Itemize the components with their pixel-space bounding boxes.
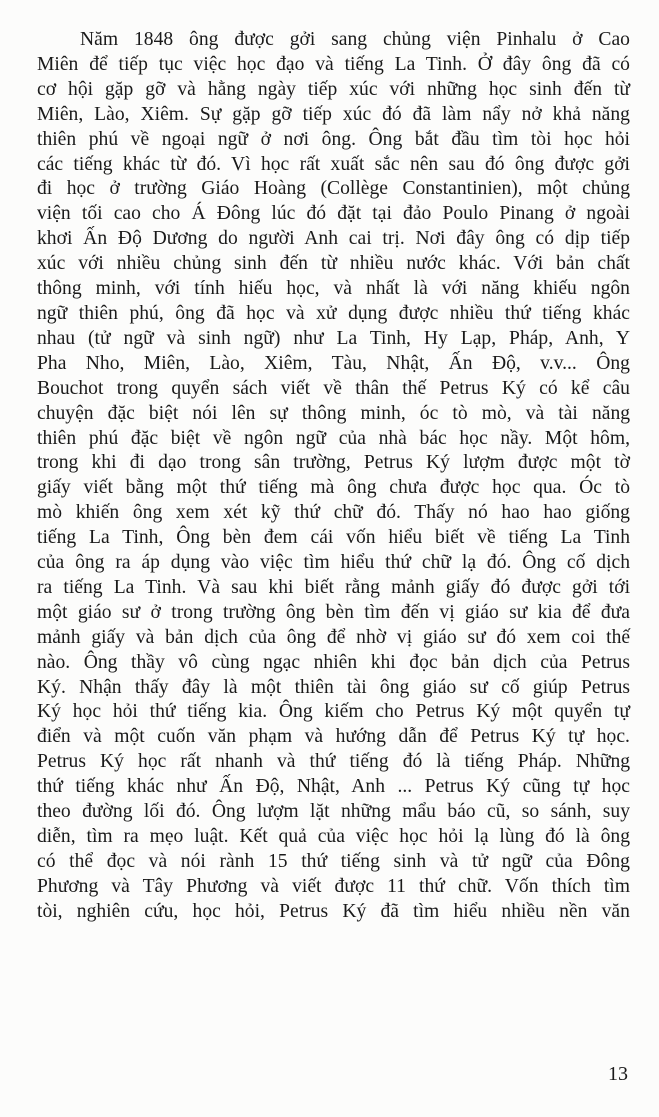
text-line: nào. Ông thầy vô cùng ngạc nhiên khi đọc bản dịch của Petrus <box>37 651 630 673</box>
text-line: chuyện đặc biệt nói lên sự thông minh, óc tò mò, và tài năng <box>37 402 631 424</box>
text-line: Miên để tiếp tục việc học đạo và tiếng La Tinh. Ở đây ông đã có <box>37 53 630 75</box>
text-line: tòi, nghiên cứu, học hỏi, Petrus Ký đã tìm hiểu nhiều nền văn <box>37 900 630 922</box>
text-line: điển và một cuốn văn phạm và hướng dẫn để Petrus Ký tự học. <box>37 726 630 748</box>
text-line: xúc với nhiều chủng sinh đến từ nhiều nước khác. Với bản chất <box>37 253 631 275</box>
text-line: có thể đọc và nói rành 15 thứ tiếng sinh và tử ngữ của Đông <box>37 850 630 872</box>
text-line: theo đường lối đó. Ông lượm lặt những mẩu báo cũ, so sánh, suy <box>37 801 631 823</box>
text-line: Năm 1848 ông được gởi sang chủng viện Pinhalu ở Cao <box>80 29 630 50</box>
text-line: Bouchot trong quyển sách viết về thân thế Petrus Ký có kể câu <box>37 377 630 399</box>
text-line: Miên, Lào, Xiêm. Sự gặp gỡ tiếp xúc đó đã làm nẩy nở khả năng <box>37 103 630 125</box>
text-line: cơ hội gặp gỡ và hằng ngày tiếp xúc với những học sinh đến từ <box>37 78 631 100</box>
text-line: mảnh giấy và bản dịch của ông để nhờ vị giáo sư đó xem coi thế <box>37 626 631 648</box>
body-paragraph <box>37 28 630 925</box>
text-line: thứ tiếng khác như Ấn Độ, Nhật, Anh ... Petrus Ký cũng tự học <box>37 776 630 798</box>
text-line: diễn, tìm ra mẹo luật. Kết quả của việc học hỏi lạ lùng đó là ông <box>37 826 631 847</box>
text-line: ra tiếng La Tinh. Và sau khi biết rằng mảnh giấy đó được gởi tới <box>37 576 631 598</box>
text-line: đi học ở trường Giáo Hoàng (Collège Constantinien), một chủng <box>37 178 630 200</box>
text-line: tiếng La Tinh, Ông bèn đem cái vốn hiểu biết về tiếng La Tinh <box>37 527 631 549</box>
text-line: Ký học hỏi thứ tiếng kia. Ông kiếm cho Petrus Ký một quyển tự <box>37 701 630 723</box>
text-line: của ông ra áp dụng vào việc tìm hiểu thứ chữ lạ đó. Ông cố dịch <box>37 552 631 574</box>
text-line: nhau (tử ngữ và sinh ngữ) như La Tinh, Hy Lạp, Pháp, Anh, Y <box>37 327 630 349</box>
text-line: trong khi đi dạo trong sân trường, Petrus Ký lượm được một tờ <box>37 452 630 474</box>
text-line: viện tối cao cho Á Đông lúc đó đặt tại đảo Poulo Pinang ở ngoài <box>37 203 630 225</box>
text-line: Phương và Tây Phương và viết được 11 thứ chữ. Vốn thích tìm <box>37 875 630 897</box>
text-line: khơi Ấn Độ Dương do người Anh cai trị. Nơi đây ông có dịp tiếp <box>37 228 631 250</box>
text-line: Ký. Nhận thấy đây là một thiên tài ông giáo sư cố giúp Petrus <box>37 676 630 698</box>
text-line: mò khiến ông xem xét kỹ thứ chữ đó. Thấy nó hao hao giống <box>37 502 630 524</box>
text-line: thiên phú đặc biệt về ngôn ngữ của nhà bác học nầy. Một hôm, <box>37 427 630 449</box>
text-line: thông minh, với tính hiếu học, và nhất là với năng khiếu ngôn <box>37 278 630 300</box>
text-line: các tiếng khác từ đó. Vì học rất xuất sắc nên sau đó ông được gởi <box>37 153 631 175</box>
text-line: Petrus Ký học rất nhanh và thứ tiếng đó là tiếng Pháp. Những <box>37 751 631 773</box>
text-line: ngữ thiên phú, ông đã học và xử dụng được nhiều thứ tiếng khác <box>37 302 630 324</box>
page-number: 13 <box>608 1063 628 1085</box>
text-line: một giáo sư ở trong trường ông bèn tìm đến vị giáo sư kia để đưa <box>37 601 630 623</box>
text-line: giấy viết bằng một thứ tiếng mà ông chưa được học qua. Óc tò <box>37 477 631 499</box>
text-line: Pha Nho, Miên, Lào, Xiêm, Tàu, Nhật, Ấn Độ, v.v... Ông <box>37 352 630 374</box>
text-line: thiên phú về ngoại ngữ ở nơi ông. Ông bắt đầu tìm tòi học hỏi <box>37 128 630 150</box>
